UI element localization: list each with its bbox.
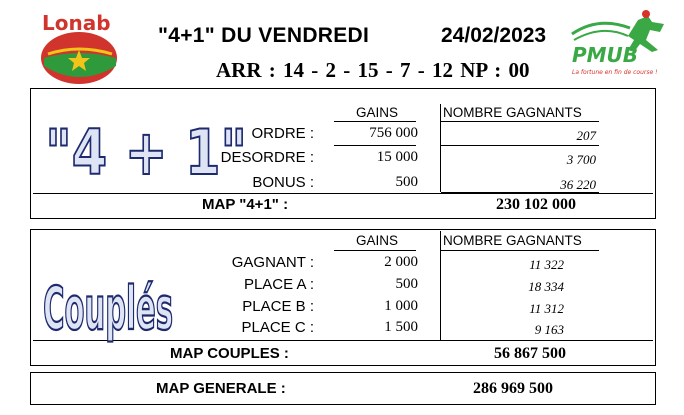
map-4plus1-value: 230 102 000 (496, 196, 576, 213)
map-generale-label: MAP GENERALE : (156, 380, 286, 397)
row-label-place-a: PLACE A : (243, 276, 314, 293)
gain-ordre: 756 000 (369, 125, 418, 141)
row-label-desordre: DESORDRE : (220, 149, 314, 166)
row-label-place-c: PLACE C : (241, 319, 314, 336)
gain-place-a: 500 (395, 276, 418, 292)
gain-place-b: 1 000 (384, 298, 418, 314)
col-separator (440, 104, 441, 192)
4plus1-art-text: "4 + 1" (45, 117, 247, 190)
section-general (30, 372, 656, 405)
map-4plus1-label: MAP "4+1" : (202, 196, 289, 213)
map-couples-value: 56 867 500 (494, 345, 566, 362)
couples-art-text: Couplés (43, 274, 174, 345)
col-gains-header: GAINS (356, 105, 399, 120)
col-separator (440, 231, 441, 340)
couples-art-title (42, 244, 182, 345)
winners-gagnant: 11 322 (529, 257, 564, 272)
col-gains-header: GAINS (356, 233, 399, 248)
rule (334, 250, 416, 251)
4plus1-art-title (42, 108, 247, 190)
row-label-gagnant: GAGNANT : (231, 254, 314, 271)
row-label-bonus: BONUS : (252, 174, 314, 191)
col-winners-header: NOMBRE GAGNANTS (443, 105, 582, 120)
gain-place-c: 1 500 (384, 319, 418, 335)
winners-place-c: 9 163 (534, 322, 564, 337)
row-label-ordre: ORDRE : (251, 125, 314, 142)
draw-date: 24/02/2023 (441, 24, 547, 47)
pmub-wordmark: PMUB (572, 43, 639, 67)
winners-place-a: 18 334 (528, 279, 564, 294)
gain-gagnant: 2 000 (384, 254, 418, 270)
winners-bonus: 36 220 (560, 177, 596, 192)
pmub-logo (568, 6, 676, 80)
map-generale-value: 286 969 500 (473, 380, 553, 397)
lonab-wordmark: Lonab (42, 11, 111, 35)
rule (334, 145, 416, 146)
row-label-place-b: PLACE B : (242, 298, 314, 315)
map-couples-label: MAP COUPLES : (170, 345, 289, 362)
rule (441, 192, 599, 193)
winners-place-b: 11 312 (529, 301, 564, 316)
rule (441, 250, 599, 251)
rule (334, 121, 416, 122)
pmub-tagline: La fortune en fin de course ! (572, 69, 658, 76)
winners-desordre: 3 700 (566, 152, 596, 167)
gain-desordre: 15 000 (376, 149, 418, 165)
gain-bonus: 500 (395, 174, 418, 190)
winners-ordre: 207 (576, 128, 596, 143)
page-title: "4+1" DU VENDREDI (158, 24, 370, 47)
col-winners-header: NOMBRE GAGNANTS (443, 233, 582, 248)
rule (441, 145, 599, 146)
rule (441, 121, 599, 122)
divider (33, 193, 653, 194)
arrival-result: ARR : 14 - 2 - 15 - 7 - 12 NP : 00 (216, 58, 530, 82)
lonab-logo (38, 8, 126, 86)
